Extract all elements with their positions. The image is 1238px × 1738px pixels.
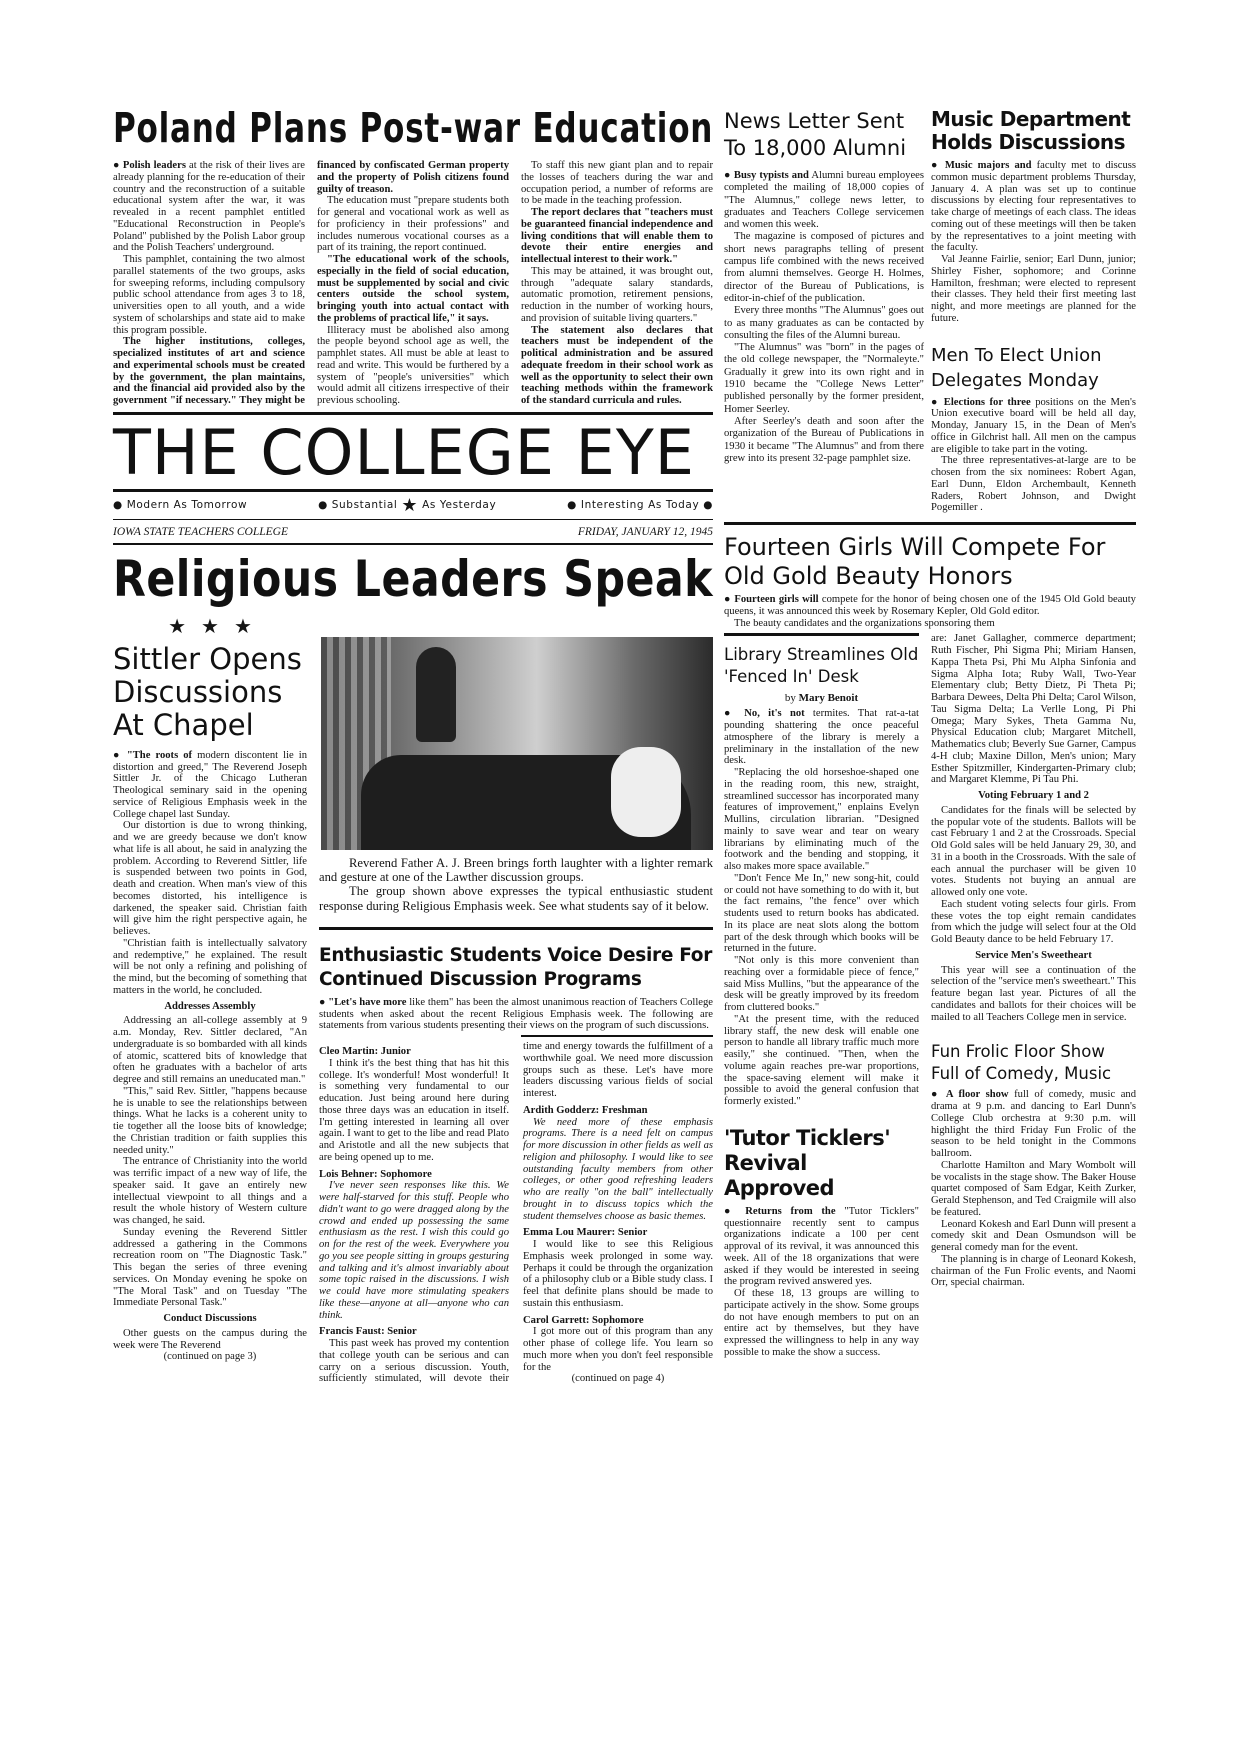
library-article-body bbox=[724, 708, 919, 1108]
paragraph: The education must "prepare students both for general and vocational work as well as for proficiency in their professions" and includes numerous vocational courses as a part of its training, the report continued. bbox=[317, 195, 509, 254]
paragraph-text: modern discontent lie in distortion and greed," The Reverend Joseph Sittler Jr. of the Chicago Lutheran Theological seminary said in the opening service of Religious Emphasis week in the College chapel last Sunday. bbox=[113, 749, 307, 820]
tutor-headline: 'Tutor Ticklers' Revival Approved bbox=[724, 1125, 891, 1200]
paragraph: This past week has proved my contention that college youth can be serious and can carry on a serious discussion. Youth, sufficiently stimulated, will devote their time and energy towards the fulfillment of a worthwhile goal. We need more discussion groups such as these. Let's have more leaders discussing various fields of social interest. bbox=[319, 1041, 713, 1385]
school-name: IOWA STATE TEACHERS COLLEGE bbox=[113, 526, 289, 539]
bullet-icon: ● bbox=[931, 396, 944, 408]
paragraph: Illiteracy must be abolished also among the people beyond school age as well, the pamphlet states. All must be able at least to read and write. This would be furthered by a system of "people's universities" which would admit all citizens irrespective of their previous schooling. bbox=[317, 324, 509, 406]
paragraph-text: termites. That rat-a-tat pounding shattering the once peaceful atmosphere of the library is merely a preliminary in the installation of the new desk. bbox=[724, 708, 919, 767]
paragraph: The beauty candidates and the organizations sponsoring them bbox=[734, 617, 995, 629]
left-section bbox=[113, 106, 713, 1385]
bullet-icon: ● bbox=[724, 708, 745, 720]
lead-in: A floor show bbox=[945, 1089, 1009, 1101]
paragraph: Addressing an all-college assembly at 9 a.m. Monday, Rev. Sittler declared, "An undergraduate is so bombarded with all kinds of atomic, scattered bits of knowledge that often he graduates with a bachelor of arts degree and still remains an uneducated man." bbox=[113, 1015, 307, 1085]
paragraph-text: faculty met to discuss common music department problems Thursday, January 4. A plan was set up to continue discussions by electing four representatives to take charge of meetings of each class. The ideas coming out of these meetings will then be taken by the representatives to a joint meeting with the faculty. bbox=[931, 160, 1136, 254]
paragraph: Leonard Kokesh and Earl Dunn will present a comedy skit and Dean Osmundson will be general comedy man for the event. bbox=[931, 1218, 1136, 1253]
beauty-intro bbox=[724, 594, 1136, 629]
beauty-headline: Fourteen Girls Will Compete For Old Gold Beauty Honors bbox=[724, 533, 1106, 590]
paragraph: This year will see a continuation of the selection of the "service men's sweetheart." This feature began last year. Pictures of all the candidates and ballots for their choices will be mailed to all Teachers College men in service. bbox=[931, 964, 1136, 1023]
tutor-article-body bbox=[724, 1206, 919, 1359]
library-headline: Library Streamlines Old 'Fenced In' Desk bbox=[724, 645, 919, 687]
lead-paragraph bbox=[931, 1089, 1136, 1160]
paragraph-text: Alumni bureau employees completed the mailing of 18,000 copies of "The Alumnus," college news letter, to graduates and Teachers College servicemen and women this week. bbox=[724, 170, 924, 231]
paragraph: To staff this new giant plan and to repair the losses of teachers during the war and occupation period, a number of reforms are to be made in the teaching profession. bbox=[521, 160, 713, 207]
lead-in: Fourteen girls will bbox=[734, 594, 819, 605]
paragraph-text: like them" has been the almost unanimous reaction of Teachers College students when asked about the recent Religious Emphasis week. The following are statements from various students presenting their views on the program of such discussions. bbox=[319, 996, 713, 1032]
masthead bbox=[113, 415, 713, 545]
frolic-headline: Fun Frolic Floor Show Full of Comedy, Music bbox=[931, 1042, 1112, 1084]
music-article-body bbox=[931, 160, 1136, 325]
paragraph: The three representatives-at-large are to be chosen from the six nominees: Robert Agan, Earl Dunn, Eldon Archembault, Kenneth Raders, Robert Johnson, and Dwight Pogemiller . bbox=[931, 455, 1136, 514]
lead-in: Busy typists and bbox=[733, 170, 809, 181]
caption-paragraph: Reverend Father A. J. Breen brings forth laughter with a lighter remark and gesture at one of the Lawther discussion groups. bbox=[319, 855, 713, 885]
lead-in: No, it's not bbox=[744, 708, 805, 720]
bullet-icon: ● bbox=[931, 1089, 946, 1101]
paragraph: Charlotte Hamilton and Mary Wombolt will be vocalists in the stage show. The Baker House quartet composed of Sam Edgar, Keith Zurker, Gerald Stephenson, and Ted Craigmile will also be featured. bbox=[931, 1159, 1136, 1218]
newspaper-title: THE COLLEGE EYE bbox=[113, 415, 695, 489]
caption-paragraph: The group shown above expresses the typical enthusiastic student response during Religious Emphasis week. See what students say of it below. bbox=[319, 884, 713, 913]
paragraph: "The Alumnus" was "born" in the pages of the old college newspaper, the "Normaleyte." Gradually it grew into its own right and in 1910 became the "College News Letter" published personally by the former president, Homer Seerley. bbox=[724, 342, 924, 415]
paragraph: We need more of these emphasis programs. There is a need felt on campus for more discussion in other fields as well as religion and philosophy. I would like to see outstanding faculty members from other colleges, or other good refreshing leaders who are really "on the ball" intellectually brought in to discuss topics which the student themselves choose as basic themes. bbox=[523, 1116, 713, 1222]
students-headline: Enthusiastic Students Voice Desire For Continued Discussion Programs bbox=[319, 944, 713, 990]
bullet-icon: ● bbox=[319, 996, 329, 1008]
dateline bbox=[113, 520, 713, 543]
paragraph: "This," said Rev. Sittler, "happens because he is unable to see the relationships between things. What he lacks is a coherent unity to tie together all the loose bits of knowledge; the Christian tradition or faith supplies this needed unity." bbox=[113, 1085, 307, 1156]
lead-in: "Let's have more bbox=[328, 996, 407, 1008]
lead-in: Returns from the bbox=[745, 1205, 836, 1217]
motto-item: ● Interesting As Today ● bbox=[567, 499, 713, 512]
speaker-name: Ardith Godderz: Freshman bbox=[523, 1104, 648, 1116]
lead-paragraph bbox=[319, 997, 713, 1032]
library-byline: by Mary Benoit bbox=[784, 692, 859, 705]
paragraph: This pamphlet, containing the two almost parallel statements of the two groups, asks for sweeping reforms, including compulsory public school attendance from ages 3 to 18, universities open to all youth, and a wide system of scholarships and state aid to make this program possible. bbox=[113, 254, 305, 336]
divider-rule bbox=[319, 927, 713, 930]
paragraph: Sunday evening the Reverend Sittler addressed a gathering in the Commons recreation room on "The Diagnostic Task." This began the series of three evening services. On Monday evening he spoke on "The Moral Task" and on Tuesday "The Immediate Personal Task." bbox=[113, 1226, 307, 1309]
lead-in: Music majors and bbox=[944, 160, 1032, 171]
bullet-icon: ● bbox=[113, 749, 127, 761]
lead-in: "The roots of bbox=[126, 749, 193, 761]
students-intro bbox=[319, 997, 713, 1032]
paragraph: Every three months "The Alumnus" goes out to as many graduates as can be contacted by consulting the files of the Alumni bureau. bbox=[724, 305, 924, 341]
photo-caption bbox=[319, 856, 713, 913]
paragraph-text: compete for the honor of being chosen one of the 1945 Old Gold beauty queens, it was announced this week by Rosemary Kepler, Old Gold editor. bbox=[724, 594, 1136, 617]
paragraph-text: "Tutor Ticklers" questionnaire recently sent to campus organizations indicate a 100 per cent approval of its revival, it was announced this week. All of the 18 organizations that were asked if they would be interested in seeing the program revived answered yes. bbox=[724, 1205, 919, 1288]
paragraph: Each student voting selects four girls. From these votes the top eight remain candidates from which the judge will select four at the Old Gold Beauty dance to be held February 17. bbox=[931, 898, 1136, 945]
union-article-body bbox=[931, 397, 1136, 515]
beauty-article-body bbox=[931, 633, 1136, 1023]
newsletter-article-body bbox=[724, 170, 924, 465]
students-article-body bbox=[319, 1041, 713, 1385]
paragraph: The planning is in charge of Leonard Kokesh, chairman of the Fun Frolic events, and Naomi Orr, special chairman. bbox=[931, 1253, 1136, 1289]
lead-paragraph bbox=[724, 170, 924, 231]
speaker-name: Cleo Martin: Junior bbox=[319, 1046, 411, 1058]
lead-in: Elections for three bbox=[943, 396, 1031, 408]
paragraph: The statement also declares that teachers must be independent of the political administration and be assured adequate freedom in their school work as well as the opportunity to select their own teaching methods within the framework of the standard curricula and rules. bbox=[521, 324, 713, 406]
lead-paragraph bbox=[931, 160, 1136, 254]
speaker-name: Carol Garrett: Sophomore bbox=[523, 1314, 644, 1326]
paragraph: Val Jeanne Fairlie, senior; Earl Dunn, junior; Shirley Fisher, sophomore; and Corinne Hamilton, freshman; were elected to represent their classes. They held their first meeting last night, and more meetings are planned for the future. bbox=[931, 254, 1136, 324]
divider-rule bbox=[521, 1035, 713, 1037]
paragraph: The report declares that "teachers must be guaranteed financial independence and living conditions that will enable them to devote their entire energies and intellectual interest to their work." bbox=[521, 207, 713, 265]
music-headline: Music Department Holds Discussions bbox=[931, 107, 1131, 154]
motto-bar bbox=[113, 492, 713, 519]
speaker-name: Lois Behner: Sophomore bbox=[319, 1168, 432, 1180]
continuation-note: (continued on page 3) bbox=[163, 1351, 257, 1363]
union-headline: Men To Elect Union Delegates Monday bbox=[931, 344, 1102, 391]
motto-item: ● Modern As Tomorrow bbox=[113, 499, 248, 512]
paragraph: The entrance of Christianity into the world was terrific impact of a new way of life, the speaker said. It gave an entirely new intellectual viewpoint to all things and a result the whole history of Western culture was changed, he said. bbox=[113, 1156, 307, 1226]
paragraph: "Replacing the old horseshoe-shaped one in the reading room, this new, straight, streamlined successor has incorporated many features of improvement," enplains Evelyn Mullins, circulation librarian. "Designed mainly to save wear and tear on weary librarians by eliminating much of the footwork and the bending and stopping, it also makes more space available." bbox=[724, 767, 919, 872]
paragraph: This may be attained, it was brought out, through "adequate salary standards, automatic promotion, retirement pensions, reduction in the number of working hours, and provision of suitable living quarters." bbox=[521, 265, 713, 324]
bullet-icon: ● bbox=[113, 160, 123, 171]
paragraph-text: full of comedy, music and drama at 9 p.m. and dancing to Earl Dunn's College Club orchestra at 9:30 p.m. will highlight the third Friday Fun Frolic of the season to be held tonight in the Commons ballroom. bbox=[931, 1089, 1136, 1159]
lead-paragraph bbox=[113, 160, 305, 254]
paragraph: "Christian faith is intellectually salvatory and redemptive," he explained. The result will be not only a refining and polishing of the mind, but the becoming of something that matters in the world, he concluded. bbox=[113, 937, 307, 996]
paragraph: "At the present time, with the reduced library staff, the new desk will enable one person to handle all library traffic much more easily," she continued. "Then, when the volume again reaches pre-war proportions, the space-saving element will make it possible to avoid the general confusion that formerly existed." bbox=[724, 1013, 919, 1107]
lead-paragraph bbox=[724, 594, 1136, 618]
lead-in: Polish leaders bbox=[122, 160, 186, 171]
bullet-icon: ● bbox=[931, 160, 945, 171]
paragraph: Our distortion is due to wrong thinking, and we are greedy because we don't know what life is all about, he said in analyzing the problem. According to Reverend Sittler, life is suspended between two points in God, death and creation. When man's view of this becomes distorted, his intelligence is darkened, the speaker said. Christian faith will give him the right perspective again, he believes. bbox=[113, 820, 307, 937]
speaker-name: Emma Lou Maurer: Senior bbox=[523, 1227, 648, 1239]
subheading: Service Men's Sweetheart bbox=[975, 949, 1092, 961]
paragraph: After Seerley's death and soon after the organization of the Bureau of Publications in 1930 it became "The Alumnus" and from there grew into its present 32-page pamphlet size. bbox=[724, 415, 924, 464]
subheading: Voting February 1 and 2 bbox=[978, 790, 1089, 801]
divider-rule bbox=[113, 412, 713, 415]
sittler-headline: Sittler Opens Discussions At Chapel bbox=[113, 641, 302, 742]
paragraph: "The educational work of the schools, especially in the field of social education, must be supplemented by social and civic centers outside the school system, bringing youth into actual contact with the problems of practical life," it says. bbox=[317, 254, 509, 324]
star-icon: ★ bbox=[401, 494, 419, 516]
paragraph: are: Janet Gallagher, commerce department; Ruth Fischer, Phi Sigma Phi; Miriam Hansen, Kappa Theta Psi, Phi Mu Alpha Sinfonia and Sigma Alpha Iota; Ruby Wall, Two-Year Elementary club; Betty Dietz, Pi Theta Pi; Barbara Dewees, Delta Phi Delta; Carol Wilson, Tau Sigma Delta; La Verlle Long, Pi Phi Omega; Mary Sykes, Theta Gamma Nu, Physical Education club; Margaret Mitchell, Mathematics club; Beverly Sue Garner, Campus 4-H club; Maxine Dillon, Men's union; Mary Esther Spitzmiller, Kindergarten-Primary club; and Margaret Klemme, Pi Tau Phi. bbox=[931, 633, 1136, 786]
paragraph-text: at the risk of their lives are already planning for the re-education of their country and the reconstruction of a suitable educational system after the war, it was revealed in a recent pamphlet entitled "Educational Reconstruction in People's Poland" published by the Polish Labor group and the Polish Teachers' underground. bbox=[113, 160, 305, 254]
paragraph-text: positions on the Men's Union executive board will be held all day, Monday, January 15, in the Dean of Men's office in Gilchrist hall. All men on the campus are eligible to take part in the voting. bbox=[931, 396, 1136, 455]
lead-paragraph bbox=[724, 1206, 919, 1288]
lead-paragraph bbox=[931, 397, 1136, 456]
subheading: Conduct Discussions bbox=[163, 1313, 257, 1324]
poland-headline: Poland Plans Post-war Education bbox=[113, 104, 714, 152]
paragraph: Other guests on the campus during the week were The Reverend bbox=[113, 1327, 307, 1351]
banner-headline: Religious Leaders Speak bbox=[113, 549, 713, 608]
star-icons: ★ ★ ★ bbox=[168, 615, 252, 638]
divider-rule bbox=[724, 522, 1136, 525]
sittler-article-body bbox=[113, 750, 307, 1363]
paragraph: I think it's the best thing that has hit this college. It's wonderful! Most wonderful! It is something very fundamental to our education. Just being around here during those three days was an education in itself. I'm getting interested in learning all over again. I want to get to the libe and read Plato and Aristotle and all the new subjects that are being opened up to me. bbox=[319, 1057, 509, 1163]
right-section bbox=[724, 108, 1136, 1359]
paragraph: The higher institutions, colleges, specialized institutes of art and science and experimental schools must be created by the government, the plan maintains, and the financial aid provided also by the government "if necessary." They might be financed by confiscated German property and the property of Polish citizens found guilty of treason. bbox=[113, 160, 509, 406]
continuation-note: (continued on page 4) bbox=[571, 1373, 665, 1385]
paragraph: I've never seen responses like this. We were half-starved for this stuff. People who didn't want to go were dragged along by the crowd and ended up possessing the same enthusiasm as the rest. I wish this could go on for the rest of the week. Everywhere you go you see people sitting in groups gesturing and talking and it's almost invariably about some topic raised in the discussions. I wish we could have more stimulating speakers like these—anyone at all—anyone who can think. bbox=[319, 1180, 509, 1321]
motto-item: ● Substantial ★ As Yesterday bbox=[318, 494, 497, 516]
paragraph: I would like to see this Religious Emphasis week prolonged in some way. Perhaps it could be through the organization of a philosophy club or a Bible study class. I feel that definite plans should be made to sustain this enthusiasm. bbox=[523, 1239, 713, 1309]
issue-date: FRIDAY, JANUARY 12, 1945 bbox=[577, 526, 713, 539]
frolic-article-body bbox=[931, 1089, 1136, 1289]
divider-rule bbox=[724, 633, 919, 636]
speaker-name: Francis Faust: Senior bbox=[319, 1326, 417, 1338]
paragraph: Candidates for the finals will be selected by the popular vote of the students. Ballots will be cast February 1 and 2 at the Crossroads. Special Old Gold sales will be held January 29, 30, and 31 in a booth in the Crossroads. With the sale of each annual the purchaser will be given 10 votes. Students not buying an annual are allowed only one vote. bbox=[931, 804, 1136, 898]
lead-paragraph bbox=[724, 708, 919, 767]
lead-paragraph bbox=[113, 750, 307, 821]
paragraph: Of these 18, 13 groups are willing to participate actively in the show. Some groups do not have enough members to put on an entire act by themselves, but they have expressed the willingness to help in any way possible to make the show a success. bbox=[724, 1288, 919, 1358]
bullet-icon: ● bbox=[724, 1205, 746, 1217]
poland-article-body bbox=[113, 160, 713, 407]
newsletter-headline: News Letter Sent To 18,000 Alumni bbox=[724, 109, 907, 160]
paragraph: The magazine is composed of pictures and short news paragraphs telling of present campus life combined with the news received from alumni themselves. George H. Holmes, director of the Bureau of Publications, is editor-in-chief of the publication. bbox=[724, 231, 924, 304]
bullet-icon: ● bbox=[724, 170, 734, 181]
paragraph: "Not only is this more convenient than reaching over a formidable piece of fence," said Miss Mullins, "but the appearance of the desk will be greatly improved by its freedom from cluttered books." bbox=[724, 955, 919, 1013]
discussion-group-photo bbox=[321, 637, 713, 850]
paragraph: "Don't Fence Me In," new song-hit, could or could not have something to do with it, but the fact remains, "the fence" over which students used to return books has abdicated. In its place are neat slots along the bottom part of the desk through which books will be returned in the future. bbox=[724, 872, 919, 955]
paragraph: I got more out of this program than any other phase of college life. You learn so much more when you don't feel responsible for the bbox=[523, 1326, 713, 1373]
subheading: Addresses Assembly bbox=[164, 1000, 256, 1012]
bullet-icon: ● bbox=[724, 594, 735, 605]
